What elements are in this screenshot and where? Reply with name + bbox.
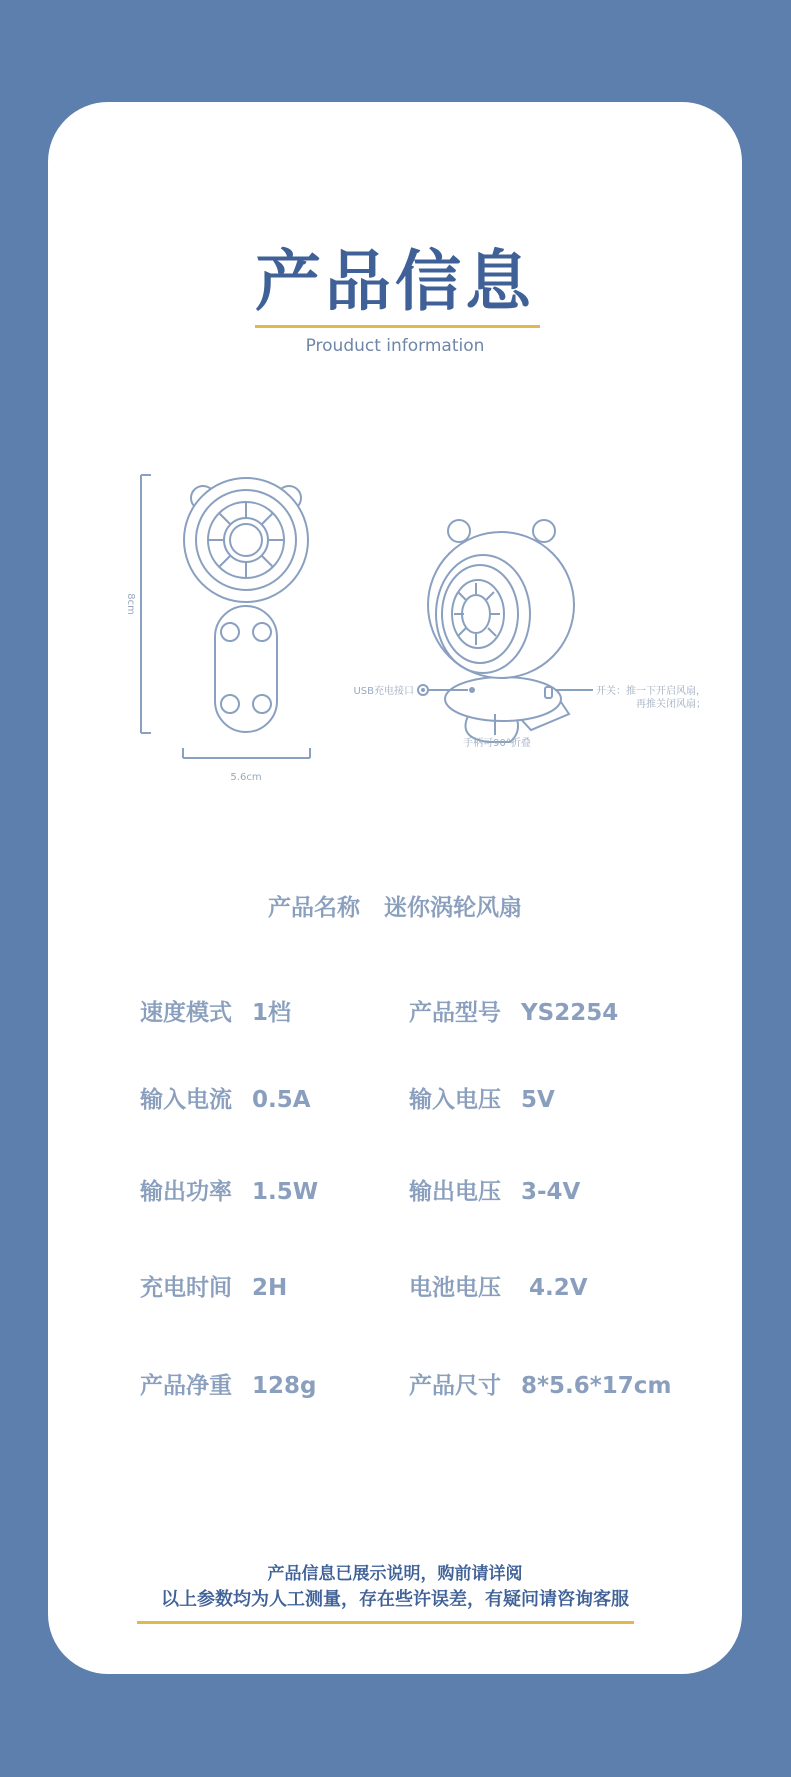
width-label: 5.6cm [230,772,262,783]
spec-output-voltage [409,1176,580,1208]
height-label: 8cm [125,593,136,615]
spec-value: 1档 [252,1000,292,1026]
footer-underline [137,1621,634,1624]
spec-net-weight [140,1370,316,1402]
spec-input-current [140,1084,311,1116]
footer-notice-line2: 以上参数均为人工测量，存在些许误差，有疑问请咨询客服 [161,1589,629,1610]
spec-value: 8*5.6*17cm [521,1373,672,1399]
spec-label: 电池电压 [409,1275,501,1301]
switch-label-line1: 开关：推一下开启风扇， [596,686,706,697]
spec-label: 充电时间 [140,1275,232,1301]
spec-value: 2H [252,1275,288,1301]
height-dimension-line [141,475,151,733]
page-subtitle: Prouduct information [305,336,485,356]
spec-value: 3-4V [521,1179,581,1205]
spec-label: 输出功率 [140,1179,232,1205]
width-dimension-line [183,748,310,758]
spec-value: 128g [252,1373,317,1399]
spec-value: 0.5A [252,1087,311,1113]
usb-port-label: USB充电接口 [353,686,414,697]
spec-label: 输入电流 [140,1087,232,1113]
spec-charge-time [140,1272,287,1304]
spec-value: 5V [521,1087,555,1113]
spec-label: 产品尺寸 [409,1373,501,1399]
product-name-label: 产品名称 [267,895,360,921]
product-diagram [48,102,742,802]
spec-label: 产品净重 [140,1373,232,1399]
info-card [48,102,742,1674]
page-title: 产品信息 [255,243,535,320]
spec-speed-mode [140,997,291,1029]
spec-label: 产品型号 [409,1000,501,1026]
product-name-row [48,892,742,924]
spec-output-power [140,1176,318,1208]
spec-label: 输出电压 [409,1179,501,1205]
footer-notice-line1: 产品信息已展示说明，购前请详阅 [267,1564,523,1584]
fan-front-view-icon [184,478,308,732]
product-name-value: 迷你涡轮风扇 [384,895,522,921]
spec-value: 4.2V [529,1275,588,1301]
spec-value: YS2254 [521,1000,619,1026]
spec-label: 速度模式 [140,1000,232,1026]
fan-side-view-icon [428,520,574,742]
switch-label-line2: 再推关闭风扇； [636,699,706,710]
spec-battery-voltage [409,1272,588,1304]
spec-value: 1.5W [252,1179,319,1205]
handle-fold-label: 手柄可90°折叠 [463,738,531,749]
spec-input-voltage [409,1084,555,1116]
spec-dimensions [409,1370,671,1402]
spec-label: 输入电压 [409,1087,501,1113]
spec-model [409,997,618,1029]
